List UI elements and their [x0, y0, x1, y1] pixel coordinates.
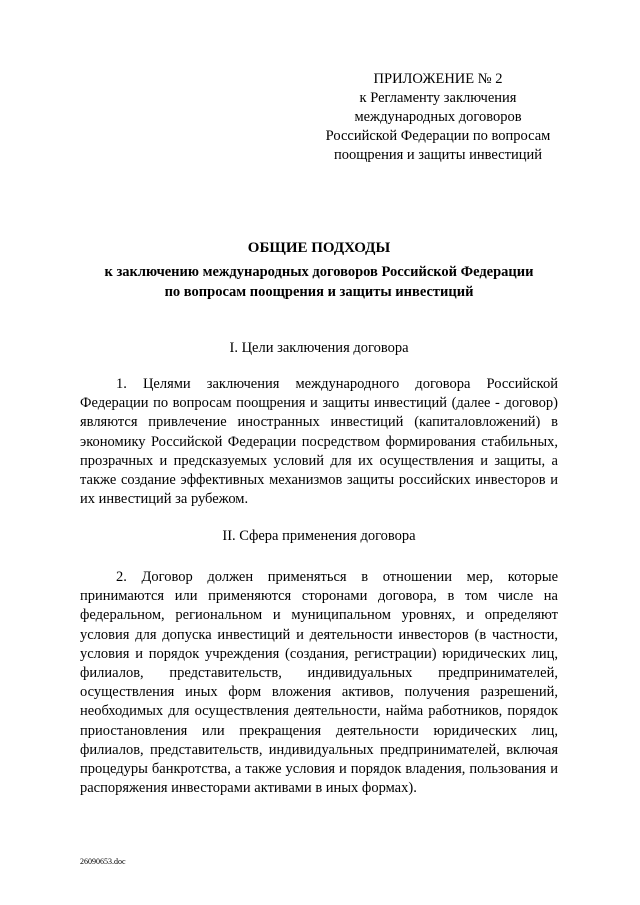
main-title: ОБЩИЕ ПОДХОДЫ: [247, 240, 391, 256]
file-code: 26090653.doc: [80, 857, 126, 866]
title-subline: к заключению международных договоров Российской Федерации: [104, 264, 534, 280]
appendix-line: международных договоров: [354, 109, 522, 125]
appendix-header: [318, 70, 558, 165]
appendix-line: к Регламенту заключения: [359, 90, 517, 106]
section-paragraph-2: 2. Договор должен применяться в отношении мер, которые принимаются или применяются сторонами договора, в том числе на федеральном, региональном и муниципальном уровнях, и определяют условия для допуска инвестиций и деятельности инвесторов (в частности, условия и порядок учреждения (создания, регистрации) юридических лиц, филиалов, представительств, индивидуальных предпринимателей, осуществления иных форм вложения активов, получения разрешений, необходимых для осуществления деятельности, найма работников, порядок приостановления или прекращения деятельности юридических лиц, филиалов, представительств, индивидуальных предпринимателей, включая процедуры банкротства, а также условия и порядок владения, пользования и распоряжения инвесторами активами в иных формах).: [80, 569, 558, 797]
section-heading-1: I. Цели заключения договора: [229, 340, 409, 356]
appendix-line: Российской Федерации по вопросам: [325, 128, 551, 144]
section-heading-2: II. Сфера применения договора: [222, 528, 416, 544]
section-paragraph-1: 1. Целями заключения международного договора Российской Федерации по вопросам поощрения и защиты инвестиций (далее - договор) являются привлечение иностранных инвестиций (капиталовложений) в экономику Российской Федерации посредством формирования стабильных, прозрачных и предсказуемых условий для их осуществления и защиты, а также создание эффективных механизмов защиты российских инвесторов и их инвестиций за рубежом.: [80, 376, 558, 508]
title-subline: по вопросам поощрения и защиты инвестиций: [164, 284, 474, 300]
appendix-line: поощрения и защиты инвестиций: [334, 147, 542, 163]
document-title: [80, 238, 558, 302]
appendix-number: ПРИЛОЖЕНИЕ № 2: [373, 71, 503, 87]
